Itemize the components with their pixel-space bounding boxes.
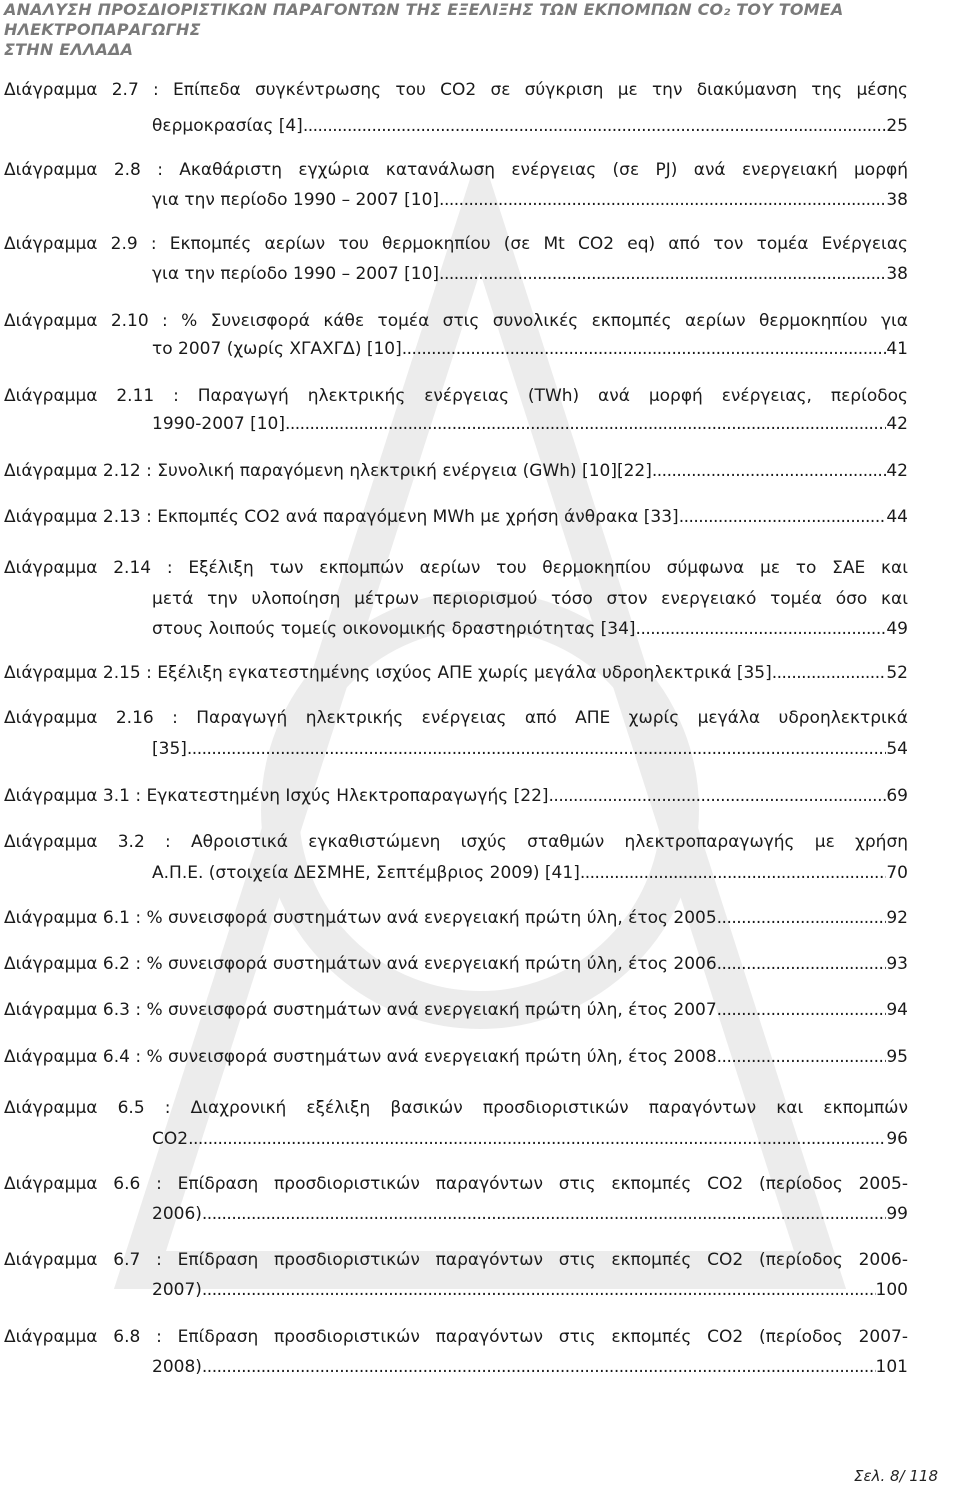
- dot-leader: [549, 782, 887, 810]
- toc-page-number: 52: [886, 663, 908, 683]
- toc-entry-line: Διάγραμμα 6.8 : Επίδραση προσδιοριστικών παραγόντων στις εκπομπές CO2 (περίοδος 2007-: [4, 1327, 908, 1347]
- toc-page-number: 44: [886, 507, 908, 527]
- dot-leader: [187, 735, 886, 763]
- dot-leader: [439, 260, 886, 288]
- toc-entry-line: [4, 904, 908, 932]
- toc-page-number: 100: [875, 1280, 908, 1300]
- toc-entry-title: Α.Π.Ε. (στοιχεία ΔΕΣΜΗΕ, Σεπτέμβριος 2009) [41]: [152, 863, 580, 883]
- dot-leader: [202, 1353, 876, 1381]
- toc-entry-title: θερμοκρασίας [4]: [152, 116, 303, 136]
- toc-entry-line: [4, 782, 908, 810]
- toc-entry-title: Διάγραμμα 2.12 : Συνολική παραγόμενη ηλεκτρική ενέργεια (GWh) [10][22]: [4, 461, 652, 481]
- dot-leader: [439, 186, 886, 214]
- toc-entry-line: [4, 457, 908, 485]
- toc-page-number: 41: [886, 339, 908, 359]
- toc-entry-title: 2007): [152, 1280, 202, 1300]
- toc-entry-line: [4, 996, 908, 1024]
- dot-leader: [636, 615, 887, 643]
- header-title-line-2: ΣΤΗΝ ΕΛΛΑΔΑ: [4, 40, 134, 59]
- dot-leader: [772, 659, 887, 687]
- toc-entry-title: Διάγραμμα 6.1 : % συνεισφορά συστημάτων ανά ενεργειακή πρώτη ύλη, έτος 2005: [4, 908, 717, 928]
- dot-leader: [652, 457, 887, 485]
- toc-entry-line: [152, 186, 908, 214]
- dot-leader: [202, 1276, 876, 1304]
- toc-entry-line: Διάγραμμα 3.2 : Αθροιστικά εγκαθιστώμενη ισχύς σταθμών ηλεκτροπαραγωγής με χρήση: [4, 832, 908, 852]
- toc-entry-line: [152, 1125, 908, 1153]
- toc-page-number: 93: [886, 954, 908, 974]
- dot-leader: [303, 112, 887, 140]
- toc-page-number: 38: [886, 190, 908, 210]
- dot-leader: [717, 1043, 887, 1071]
- dot-leader: [202, 1200, 886, 1228]
- dot-leader: [188, 1125, 886, 1153]
- toc-entry-line: Διάγραμμα 6.7 : Επίδραση προσδιοριστικών παραγόντων στις εκπομπές CO2 (περίοδος 2006-: [4, 1250, 908, 1270]
- dot-leader: [717, 996, 887, 1024]
- toc-entry-line: Διάγραμμα 2.8 : Ακαθάριστη εγχώρια κατανάλωση ενέργειας (σε PJ) ανά ενεργειακή μορφή: [4, 160, 908, 180]
- toc-entry-line: [152, 859, 908, 887]
- toc-entry-title: για την περίοδο 1990 – 2007 [10]: [152, 190, 440, 210]
- toc-entry-title: Διάγραμμα 2.13 : Εκπομπές CO2 ανά παραγόμενη MWh με χρήση άνθρακα [33]: [4, 507, 679, 527]
- toc-page-number: 42: [886, 461, 908, 481]
- toc-entry-line: [152, 615, 908, 643]
- toc-page-number: 49: [886, 619, 908, 639]
- dot-leader: [717, 904, 887, 932]
- toc-page-number: 25: [886, 116, 908, 136]
- toc-entry-title: Διάγραμμα 6.2 : % συνεισφορά συστημάτων ανά ενεργειακή πρώτη ύλη, έτος 2006: [4, 954, 717, 974]
- toc-entry-title: Διάγραμμα 2.15 : Εξέλιξη εγκατεστημένης ισχύος ΑΠΕ χωρίς μεγάλα υδροηλεκτρικά [35]: [4, 663, 772, 683]
- toc-entry-line: [152, 410, 908, 438]
- toc-entry-line: [4, 659, 908, 687]
- toc-entry-line: [152, 112, 908, 140]
- toc-entry-line: [152, 1276, 908, 1304]
- toc-entry-title: [35]: [152, 739, 187, 759]
- toc-entry-line: [4, 1043, 908, 1071]
- running-header: [4, 0, 954, 60]
- toc-entry-line: Διάγραμμα 2.7 : Επίπεδα συγκέντρωσης του CO2 σε σύγκριση με την διακύμανση της μέσης: [4, 80, 908, 100]
- page-number: Σελ. 8/ 118: [854, 1467, 938, 1485]
- toc-entry-line: [152, 260, 908, 288]
- toc-entry-title: CO2: [152, 1129, 189, 1149]
- toc-entry-line: [152, 335, 908, 363]
- toc-page-number: 101: [875, 1357, 908, 1377]
- toc-entry-line: Διάγραμμα 2.9 : Εκπομπές αερίων του θερμοκηπίου (σε Mt CO2 eq) από τον τομέα Ενέργειας: [4, 234, 908, 254]
- toc-page-number: 38: [886, 264, 908, 284]
- dot-leader: [717, 950, 887, 978]
- toc-entry-title: Διάγραμμα 3.1 : Εγκατεστημένη Ισχύς Ηλεκτροπαραγωγής [22]: [4, 786, 549, 806]
- toc-entry-line: [152, 735, 908, 763]
- toc-page-number: 69: [886, 786, 908, 806]
- toc-page-number: 94: [886, 1000, 908, 1020]
- toc-page-number: 99: [886, 1204, 908, 1224]
- toc-entry-line: Διάγραμμα 2.11 : Παραγωγή ηλεκτρικής ενέργειας (TWh) ανά μορφή ενέργειας, περίοδος: [4, 386, 908, 406]
- toc-entry-line: Διάγραμμα 6.5 : Διαχρονική εξέλιξη βασικών προσδιοριστικών παραγόντων και εκπομπών: [4, 1098, 908, 1118]
- toc-entry-line: Διάγραμμα 2.14 : Εξέλιξη των εκπομπών αερίων του θερμοκηπίου σύμφωνα με το ΣΑΕ και: [4, 558, 908, 578]
- toc-page-number: 92: [886, 908, 908, 928]
- toc-entry-title: Διάγραμμα 6.4 : % συνεισφορά συστημάτων ανά ενεργειακή πρώτη ύλη, έτος 2008: [4, 1047, 717, 1067]
- toc-entry-title: Διάγραμμα 6.3 : % συνεισφορά συστημάτων ανά ενεργειακή πρώτη ύλη, έτος 2007: [4, 1000, 717, 1020]
- toc-entry-line: [4, 503, 908, 531]
- dot-leader: [402, 335, 887, 363]
- toc-entry-title: 2008): [152, 1357, 202, 1377]
- toc-entry-line: [152, 1353, 908, 1381]
- toc-page-number: 54: [886, 739, 908, 759]
- dot-leader: [580, 859, 887, 887]
- toc-entry-title: 2006): [152, 1204, 202, 1224]
- toc-entry-line: Διάγραμμα 6.6 : Επίδραση προσδιοριστικών παραγόντων στις εκπομπές CO2 (περίοδος 2005-: [4, 1174, 908, 1194]
- toc-entry-title: στους λοιπούς τομείς οικονομικής δραστηριότητας [34]: [152, 619, 636, 639]
- toc-entry-line: Διάγραμμα 2.10 : % Συνεισφορά κάθε τομέα στις συνολικές εκπομπές αερίων θερμοκηπίου για: [4, 311, 908, 331]
- toc-entry-title: για την περίοδο 1990 – 2007 [10]: [152, 264, 440, 284]
- toc-page-number: 42: [886, 414, 908, 434]
- toc-entry-line: Διάγραμμα 2.16 : Παραγωγή ηλεκτρικής ενέργειας από ΑΠΕ χωρίς μεγάλα υδροηλεκτρικά: [4, 708, 908, 728]
- toc-entry-line: μετά την υλοποίηση μέτρων περιορισμού τόσο στον ενεργειακό τομέα όσο και: [152, 589, 908, 609]
- toc-entry-line: [4, 950, 908, 978]
- toc-page-number: 95: [886, 1047, 908, 1067]
- toc-entry-title: το 2007 (χωρίς ΧΓΑΧΓΔ) [10]: [152, 339, 402, 359]
- dot-leader: [285, 410, 886, 438]
- header-title-line-1: ΑΝΑΛΥΣΗ ΠΡΟΣΔΙΟΡΙΣΤΙΚΩΝ ΠΑΡΑΓΟΝΤΩΝ ΤΗΣ ΕΞΕΛΙΞΗΣ ΤΩΝ ΕΚΠΟΜΠΩΝ CO₂ ΤΟΥ ΤΟΜΕΑ ΗΛΕΚΤΡΟΠΑΡΑΓΩΓΗΣ: [4, 0, 844, 39]
- toc-entry-line: [152, 1200, 908, 1228]
- toc-page-number: 70: [886, 863, 908, 883]
- toc-entry-title: 1990-2007 [10]: [152, 414, 285, 434]
- toc-page-number: 96: [886, 1129, 908, 1149]
- dot-leader: [679, 503, 887, 531]
